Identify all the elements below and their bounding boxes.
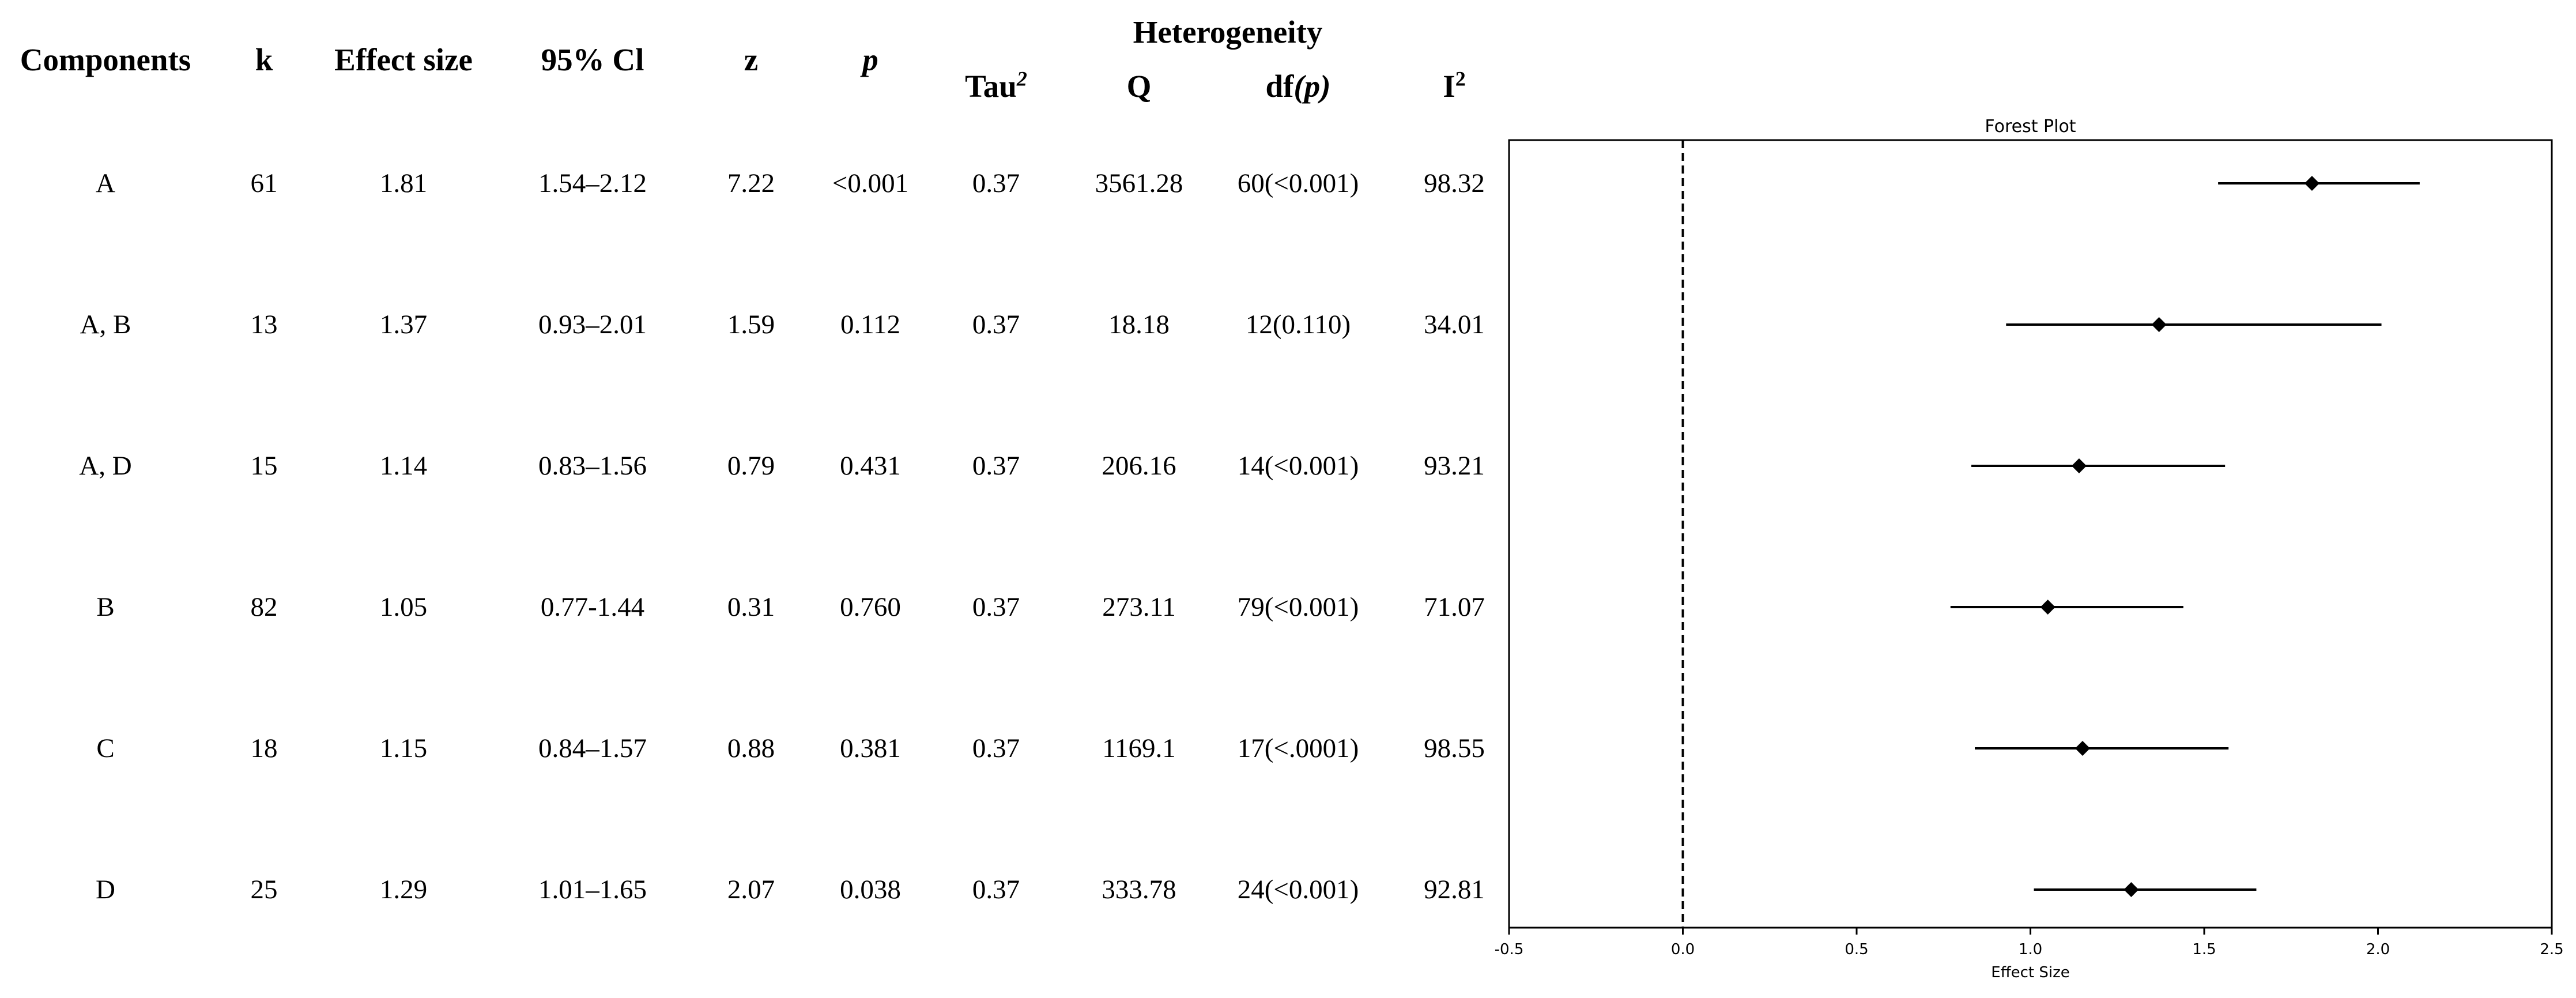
- table-cell-q: 273.11: [1102, 592, 1176, 622]
- table-cell-df-p: 79(<0.001): [1237, 592, 1359, 622]
- header-ci: 95% Cl: [541, 42, 644, 77]
- header-tau-superscript: 2: [1016, 67, 1027, 91]
- table-cell-ci: 1.01–1.65: [538, 875, 647, 905]
- x-tick-label: 0.5: [1845, 941, 1869, 958]
- table-cell-effect-size: 1.14: [379, 451, 428, 481]
- point-estimate-marker: [2152, 317, 2167, 332]
- table-cell-i2: 34.01: [1424, 310, 1485, 340]
- table-cell-i2: 98.32: [1424, 168, 1485, 198]
- table-cell-p: 0.760: [840, 592, 901, 622]
- plot-frame: [1509, 140, 2552, 928]
- table-cell-q: 333.78: [1102, 875, 1176, 905]
- table-cell-k: 15: [250, 451, 278, 481]
- plot-title: Forest Plot: [1985, 116, 2076, 137]
- header-components: Components: [20, 42, 191, 77]
- table-cell-df-p: 60(<0.001): [1237, 168, 1359, 198]
- x-tick-label: 2.0: [2366, 941, 2390, 958]
- table-cell-i2: 71.07: [1424, 592, 1485, 622]
- table-cell-z: 0.79: [727, 451, 775, 481]
- header-k: k: [255, 42, 273, 77]
- table-cell-k: 82: [250, 592, 278, 622]
- table-cell-component: A, D: [79, 451, 132, 481]
- table-cell-tau2: 0.37: [972, 451, 1020, 481]
- x-tick-label: 1.0: [2018, 941, 2043, 958]
- table-cell-z: 1.59: [727, 310, 775, 340]
- table-cell-effect-size: 1.05: [379, 592, 428, 622]
- table-cell-tau2: 0.37: [972, 168, 1020, 198]
- x-tick-label: 2.5: [2540, 941, 2564, 958]
- table-cell-component: B: [96, 592, 115, 622]
- x-tick-label: 1.5: [2192, 941, 2216, 958]
- header-i2-label: I: [1443, 69, 1455, 104]
- table-cell-k: 18: [250, 733, 278, 763]
- table-cell-z: 0.88: [727, 733, 775, 763]
- table-cell-ci: 0.93–2.01: [538, 310, 647, 340]
- table-cell-component: A, B: [80, 310, 131, 340]
- header-effect-size: Effect size: [334, 42, 473, 77]
- table-cell-z: 0.31: [727, 592, 775, 622]
- point-estimate-marker: [2075, 741, 2090, 756]
- point-estimate-marker: [2124, 882, 2139, 897]
- table-cell-tau2: 0.37: [972, 733, 1020, 763]
- table-cell-tau2: 0.37: [972, 875, 1020, 905]
- table-cell-ci: 0.83–1.56: [538, 451, 647, 481]
- header-df-p: (p): [1293, 69, 1331, 104]
- table-cell-i2: 92.81: [1424, 875, 1485, 905]
- header-tau-label: Tau: [965, 69, 1017, 104]
- table-cell-df-p: 12(0.110): [1245, 310, 1351, 340]
- point-estimate-marker: [2072, 458, 2087, 473]
- x-tick-label: 0.0: [1670, 941, 1695, 958]
- table-cell-df-p: 24(<0.001): [1237, 875, 1359, 905]
- table-cell-p: 0.112: [840, 310, 901, 340]
- table-cell-z: 2.07: [727, 875, 775, 905]
- table-cell-k: 25: [250, 875, 278, 905]
- table-cell-ci: 0.77-1.44: [540, 592, 645, 622]
- x-axis-label: Effect Size: [1991, 964, 2070, 981]
- table-cell-ci: 0.84–1.57: [538, 733, 647, 763]
- table-cell-df-p: 17(<.0001): [1237, 733, 1359, 763]
- header-p-label: p: [862, 42, 878, 77]
- table-cell-q: 1169.1: [1102, 733, 1176, 763]
- table-cell-i2: 98.55: [1424, 733, 1485, 763]
- table-cell-effect-size: 1.15: [379, 733, 428, 763]
- table-cell-component: C: [96, 733, 115, 763]
- table-cell-effect-size: 1.81: [379, 168, 428, 198]
- table-cell-effect-size: 1.37: [379, 310, 428, 340]
- table-cell-p: 0.038: [840, 875, 901, 905]
- table-cell-df-p: 14(<0.001): [1237, 451, 1359, 481]
- table-cell-tau2: 0.37: [972, 310, 1020, 340]
- table-cell-k: 61: [250, 168, 278, 198]
- header-heterogeneity: Heterogeneity: [1133, 14, 1323, 50]
- point-estimate-marker: [2305, 176, 2319, 191]
- point-estimate-marker: [2041, 600, 2055, 615]
- table-cell-q: 206.16: [1102, 451, 1176, 481]
- table-cell-p: <0.001: [832, 168, 909, 198]
- table-cell-component: A: [96, 168, 115, 198]
- table-cell-effect-size: 1.29: [379, 875, 428, 905]
- x-tick-label: -0.5: [1494, 941, 1524, 958]
- table-cell-tau2: 0.37: [972, 592, 1020, 622]
- table-cell-k: 13: [250, 310, 278, 340]
- table-cell-q: 18.18: [1108, 310, 1170, 340]
- header-i2-superscript: 2: [1455, 67, 1466, 91]
- table-cell-component: D: [96, 875, 115, 905]
- table-cell-i2: 93.21: [1424, 451, 1485, 481]
- header-df-label: df: [1265, 69, 1294, 104]
- table-cell-p: 0.381: [840, 733, 901, 763]
- table-cell-q: 3561.28: [1095, 168, 1183, 198]
- header-q: Q: [1126, 69, 1152, 104]
- table-cell-ci: 1.54–2.12: [538, 168, 647, 198]
- header-z: z: [744, 42, 759, 77]
- table-cell-p: 0.431: [840, 451, 901, 481]
- table-cell-z: 7.22: [727, 168, 775, 198]
